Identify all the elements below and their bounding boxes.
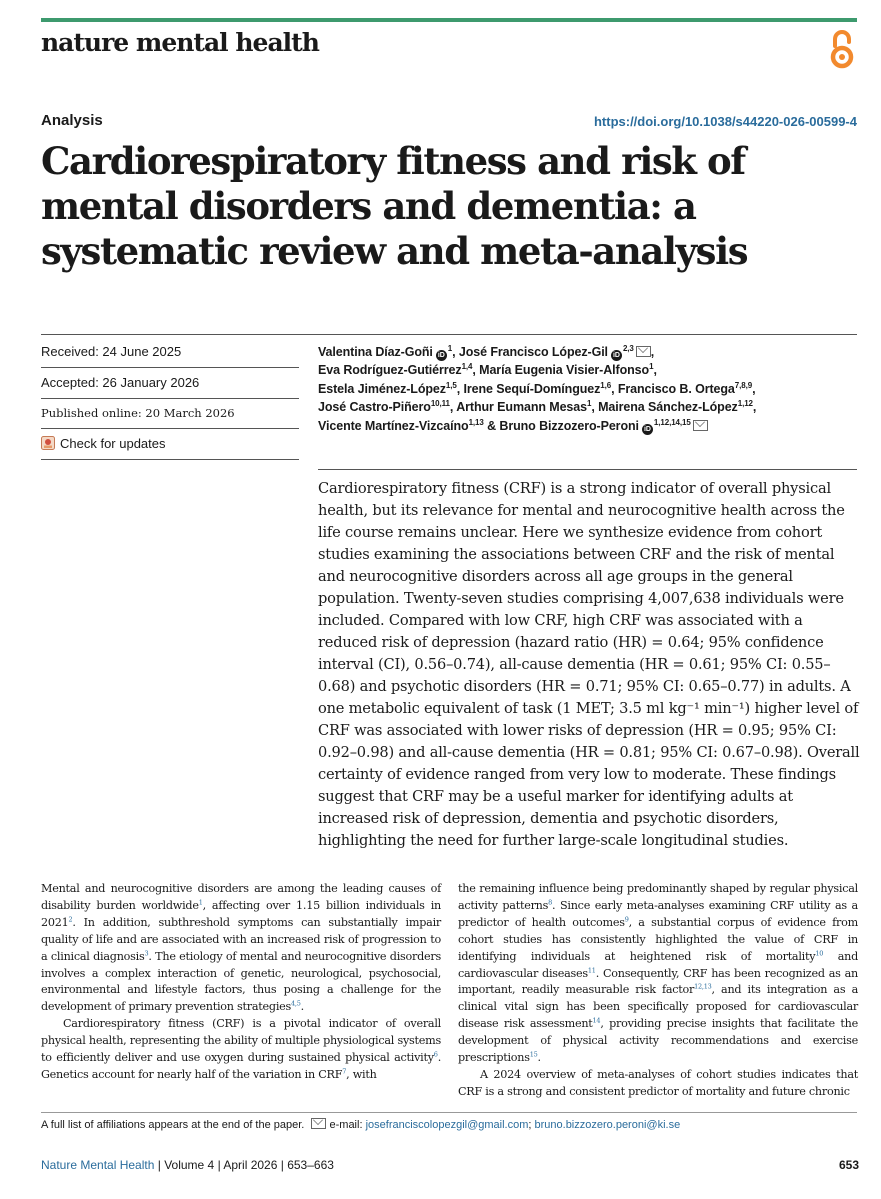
affiliation-marker: 1,5 [445, 380, 457, 390]
affiliations-text: A full list of affiliations appears at the end of the paper. [41, 1119, 305, 1131]
accepted-date: Accepted: 26 January 2026 [41, 375, 200, 390]
footer-pages: 653–663 [287, 1158, 334, 1172]
divider [41, 1112, 857, 1113]
affiliation-marker: 10,11 [430, 399, 450, 409]
body-paragraph: the remaining influence being predominantly shaped by regular physical activity patterns$^8$. Since early meta-analyses examining CRF utility as a predictor of health outcomes$^9$, a substantial corpus of evidence from cohort studies has consistently highlighted the value of CRF in identifying individuals at heightened risk of mortality$^{10}$ and cardiovascular diseases$^{11}$. Consequently, CRF has been recognized as an important, readily measurable risk factor$^{12,13}$, and its integration as a clinical vital sign has been specifically proposed for cardiovascular disease risk assessment$^{14}$, providing precise insights that facilitate the development of physical activity recommendations and exercise prescriptions$^{15}$. [458, 882, 859, 1065]
affiliations-note: A full list of affiliations appears at the end of the paper. e-mail: josefranciscolopezgil@gmail.com; bruno.bizzozero.peroni@ki.se [41, 1119, 681, 1131]
author-line: Eva Rodríguez-Gutiérrez$^{1,4}$, María Eugenia Visier-Alfonso$^1$, [318, 362, 657, 378]
footer-journal[interactable]: Nature Mental Health [41, 1158, 155, 1172]
affiliation-marker: 1 [649, 362, 654, 372]
citation-reference[interactable]: 4,5 [291, 999, 301, 1008]
affiliation-marker: 1,6 [600, 380, 612, 390]
author-name[interactable]: Estela Jiménez-López [318, 381, 446, 396]
author-name[interactable]: José Francisco López-Gil [458, 345, 608, 359]
author-name[interactable]: Francisco B. Ortega [617, 381, 735, 396]
citation-reference[interactable]: 3 [144, 948, 149, 957]
citation-reference[interactable]: 1 [198, 898, 203, 907]
mail-icon[interactable] [636, 346, 651, 357]
footer-volume: Volume 4 [164, 1158, 215, 1172]
author-list [318, 343, 863, 435]
orcid-icon[interactable]: iD [436, 350, 447, 361]
affiliation-marker: 7,8,9 [734, 380, 753, 390]
affiliation-marker: 2,3 [622, 343, 634, 353]
body-column-right [458, 881, 858, 1101]
author-line: Valentina Díaz-Goñi $iD^1$, José Francisco López-Gil iD$^{2,3}$ , [318, 343, 655, 359]
citation-reference[interactable]: 15 [529, 1050, 538, 1059]
author-name[interactable]: Mairena Sánchez-López [598, 400, 738, 415]
citation-reference[interactable]: 2 [68, 915, 73, 924]
citation-reference[interactable]: 6 [433, 1050, 438, 1059]
citation-reference[interactable]: 14 [592, 1016, 601, 1025]
author-line: Vicente Martínez-Vizcaíno$^{1,13}$ & Bruno Bizzozero-Peroni iD$^{1,12,14,15}$ [318, 417, 863, 435]
body-paragraph: Cardiorespiratory fitness (CRF) is a pivotal indicator of overall physical health, representing the ability of multiple physiological systems to efficiently deliver and use oxygen during sustained physical activity$^6$. Genetics account for nearly half of the variation in CRF$^7$, with [41, 1017, 441, 1081]
body-paragraph: Mental and neurocognitive disorders are among the leading causes of disability burden worldwide$^1$, affecting over 1.15 billion individuals in 2021$^2$. In addition, subthreshold symptoms can substantially impair quality of life and are associated with an increased risk of progression to a clinical diagnosis$^3$. The etiology of mental and neurocognitive disorders involves a complex interaction of genetic, neurological, psychosocial, environmental and lifestyle factors, thus posing a challenge for the development of primary prevention strategies$^{4,5}$. [41, 882, 441, 1014]
body-column-left [41, 881, 441, 1084]
author-name[interactable]: Vicente Martínez-Vizcaíno [318, 418, 469, 433]
citation-reference[interactable]: 11 [587, 965, 596, 974]
author-name[interactable]: María Eugenia Visier-Alfonso [479, 363, 650, 378]
author-name[interactable]: Bruno Bizzozero-Peroni [499, 418, 639, 433]
article-title: Cardiorespiratory fitness and risk of mental disorders and dementia: a systematic review and meta-analysis [41, 139, 748, 273]
header-accent-bar [41, 18, 857, 22]
received-date: Received: 24 June 2025 [41, 344, 182, 359]
footer-citation: Nature Mental Health | Volume 4 | April 2026 | 653–663 [41, 1158, 334, 1172]
affiliation-marker: 1 [447, 343, 453, 353]
author-line: José Castro-Piñero$^{10,11}$, Arthur Eumann Mesas$^1$, Mairena Sánchez-López$^{1,12}$, [318, 399, 757, 415]
affiliation-marker: 1,12,14,15 [653, 417, 691, 427]
affiliation-marker: 1,12 [737, 399, 753, 409]
divider [41, 398, 299, 399]
check-for-updates-link[interactable]: Check for updates [60, 436, 166, 451]
divider [41, 334, 857, 335]
divider [41, 428, 299, 429]
citation-reference[interactable]: 10 [815, 948, 824, 957]
doi-link[interactable]: https://doi.org/10.1038/s44220-026-00599-4 [593, 114, 857, 129]
abstract: Cardiorespiratory fitness (CRF) is a strong indicator of overall physical health, but its relevance for mental and neurocognitive health across the life course remains unclear. Here we synthesize evidence from cohort studies examining the associations between CRF and the risk of mental and neurocognitive disorders across all age groups in the general population. Twenty-seven studies comprising 4,007,638 individuals were included. Compared with low CRF, high CRF was associated with a reduced risk of depression (hazard ratio (HR) = 0.64; 95% confidence interval (CI), 0.56–0.74), all-cause dementia (HR = 0.61; 95% CI: 0.55–0.68) and psychotic disorders (HR = 0.71; 95% CI: 0.65–0.77) in adults. A one metabolic equivalent of task (1 MET; 3.5 ml kg⁻¹ min⁻¹) higher level of CRF was associated with lower risks of depression (HR = 0.95; 95% CI: 0.92–0.98) and all-cause dementia (HR = 0.81; 95% CI: 0.67–0.98). Overall certainty of evidence ranged from very low to moderate. These findings suggest that CRF may be a useful marker for identifying adults at increased risk of depression, dementia and psychotic disorders, highlighting the need for further large-scale longitudinal studies. [318, 480, 860, 849]
open-access-icon[interactable] [826, 28, 858, 70]
affiliation-marker: 1 [587, 399, 592, 409]
affiliation-marker: 1,4 [461, 362, 473, 372]
footer-issue: April 2026 [223, 1158, 278, 1172]
divider [41, 367, 299, 368]
body-paragraph: A 2024 overview of meta-analyses of cohort studies indicates that CRF is a strong and consistent predictor of mortality and future chronic [458, 1067, 858, 1098]
author-name[interactable]: Arthur Eumann Mesas [456, 400, 587, 415]
author-name[interactable]: Irene Sequí-Domínguez [463, 381, 601, 396]
author-name[interactable]: Valentina Díaz-Goñi [318, 345, 433, 359]
check-updates-icon[interactable] [41, 436, 55, 450]
author-line: Estela Jiménez-López$^{1,5}$, Irene Sequí-Domínguez$^{1,6}$, Francisco B. Ortega$^{7,8,9}$, [318, 380, 756, 396]
divider [318, 469, 857, 470]
article-type: Analysis [41, 112, 103, 129]
citation-reference[interactable]: 9 [624, 915, 629, 924]
orcid-icon[interactable]: iD [642, 424, 653, 435]
published-date: Published online: 20 March 2026 [41, 406, 235, 420]
email-link-2[interactable]: bruno.bizzozero.peroni@ki.se [534, 1119, 681, 1131]
citation-reference[interactable]: 12,13 [694, 982, 712, 991]
citation-reference[interactable]: 7 [342, 1067, 347, 1076]
email-link-1[interactable]: josefranciscolopezgil@gmail.com [365, 1119, 529, 1131]
citation-reference[interactable]: 8 [548, 898, 553, 907]
mail-icon[interactable] [693, 420, 708, 431]
page-number: 653 [838, 1158, 859, 1172]
mail-icon [311, 1118, 326, 1129]
email-label: e-mail: [329, 1119, 363, 1131]
orcid-icon[interactable]: iD [611, 350, 622, 361]
journal-name: nature mental health [41, 28, 319, 57]
author-name[interactable]: José Castro-Piñero [318, 400, 431, 415]
affiliation-marker: 1,13 [468, 417, 484, 427]
author-name[interactable]: Eva Rodríguez-Gutiérrez [318, 363, 462, 378]
divider [41, 459, 299, 460]
